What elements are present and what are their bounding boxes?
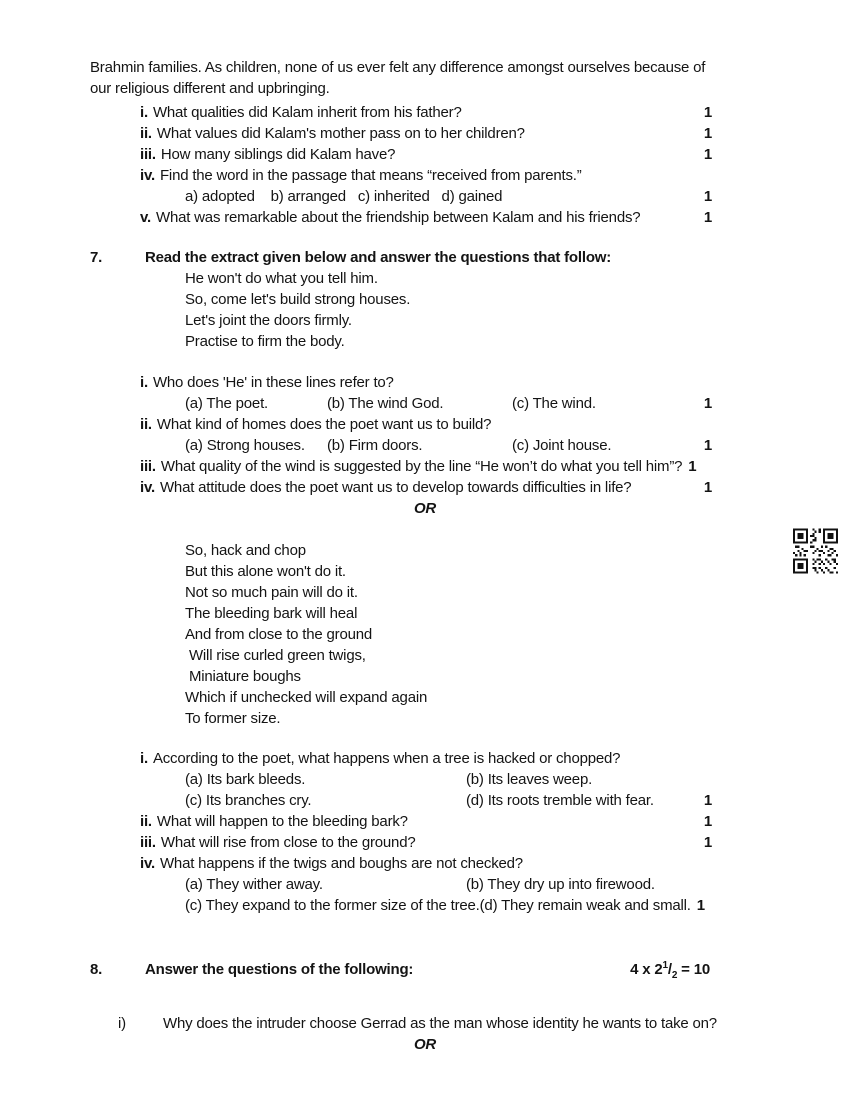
marks-prefix: 4 x 2 <box>630 961 663 978</box>
question-row <box>140 207 712 228</box>
marks-value: 1 <box>703 395 712 412</box>
q7-set2 <box>90 748 760 916</box>
question-row <box>140 372 712 393</box>
question-text: Why does the intruder choose Gerrad as the man whose identity he wants to take on? <box>163 1015 717 1032</box>
option-a: (a) The poet. <box>185 395 269 412</box>
question-row <box>140 102 712 123</box>
poem-line: So, come let's build strong houses. <box>185 291 411 308</box>
question-text: What values did Kalam's mother pass on to her children? <box>156 125 525 142</box>
question-row <box>140 123 712 144</box>
marks-value: 1 <box>703 104 712 121</box>
marks-value: 1 <box>703 834 712 851</box>
question-row <box>140 853 712 874</box>
poem-line: Let's joint the doors firmly. <box>185 312 352 329</box>
question-number: ii. <box>140 416 152 433</box>
option-c: (c) Its branches cry. <box>185 792 312 809</box>
marks-value: 1 <box>696 897 705 914</box>
poem-line: Will rise curled green twigs, <box>185 647 366 664</box>
question-row <box>140 811 712 832</box>
question-number: i. <box>140 750 148 767</box>
question-number: i. <box>140 374 148 391</box>
question-text: Who does 'He' in these lines refer to? <box>152 374 394 391</box>
option-d: (d) Its roots tremble with fear. <box>466 792 654 809</box>
question-number: i) <box>118 1015 126 1032</box>
option-c: (c) The wind. <box>512 395 596 412</box>
question-number: ii. <box>140 813 152 830</box>
or-divider: OR <box>413 1036 437 1053</box>
question-text: Find the word in the passage that means “received from parents.” <box>159 167 582 184</box>
options-line-row <box>185 186 712 207</box>
question-number: iii. <box>140 458 156 475</box>
question-text: What attitude does the poet want us to develop towards difficulties in life? <box>159 479 632 496</box>
or-divider: OR <box>413 500 437 517</box>
question-text: What qualities did Kalam inherit from his father? <box>152 104 462 121</box>
qr-code-image <box>793 528 838 574</box>
question-text: What will rise from close to the ground? <box>160 834 416 851</box>
q8-heading-row <box>90 955 760 986</box>
marks-value: 1 <box>703 125 712 142</box>
question-number: iv. <box>140 167 155 184</box>
intro-line: our religious different and upbringing. <box>90 80 330 97</box>
poem-line: So, hack and chop <box>185 542 306 559</box>
marks-superscript: 1 <box>662 960 668 971</box>
question-number: v. <box>140 209 151 226</box>
mcq-options-row <box>185 874 712 895</box>
marks-suffix: = 10 <box>677 961 710 978</box>
question-number: iii. <box>140 146 156 163</box>
option-b: (b) The wind God. <box>327 395 444 412</box>
question-text: What kind of homes does the poet want us to build? <box>156 416 492 433</box>
question-text: What will happen to the bleeding bark? <box>156 813 408 830</box>
option-cd-combined: (c) They expand to the former size of the tree.(d) They remain weak and small. <box>185 897 691 914</box>
options-line: a) adopted b) arranged c) inherited d) gained <box>185 188 503 205</box>
marks-value: 1 <box>703 188 712 205</box>
marks-expression <box>630 955 710 986</box>
q7-heading-row <box>90 247 760 268</box>
extract-poem-1 <box>185 268 760 352</box>
question-number: i. <box>140 104 148 121</box>
question-text: According to the poet, what happens when a tree is hacked or chopped? <box>152 750 621 767</box>
question-row <box>140 748 712 769</box>
q6-list <box>90 102 760 228</box>
extract-poem-2 <box>185 540 760 729</box>
question-row <box>140 832 712 853</box>
mcq-options-row <box>185 895 712 916</box>
mcq-options-row <box>185 769 712 790</box>
marks-value: 1 <box>703 146 712 163</box>
question-text: What happens if the twigs and boughs are not checked? <box>159 855 523 872</box>
question-text: What quality of the wind is suggested by the line “He won’t do what you tell him”? <box>160 458 683 475</box>
intro-paragraph <box>90 57 760 99</box>
mcq-options-row <box>185 393 712 414</box>
question-row <box>140 144 712 165</box>
option-a: (a) They wither away. <box>185 876 323 893</box>
option-b: (b) Its leaves weep. <box>466 771 593 788</box>
question-row <box>140 414 712 435</box>
marks-slash: / <box>667 961 672 978</box>
intro-line: Brahmin families. As children, none of us ever felt any difference amongst ourselves because of <box>90 59 706 76</box>
poem-line: To former size. <box>185 710 281 727</box>
poem-line: But this alone won't do it. <box>185 563 346 580</box>
marks-value: 1 <box>703 479 712 496</box>
poem-line: He won't do what you tell him. <box>185 270 378 287</box>
poem-line: Miniature boughs <box>185 668 301 685</box>
sub-question-row <box>118 1013 760 1034</box>
option-b: (b) Firm doors. <box>327 437 423 454</box>
option-a: (a) Strong houses. <box>185 437 305 454</box>
section-heading: Read the extract given below and answer the questions that follow: <box>145 249 612 266</box>
marks-value: 1 <box>703 437 712 454</box>
option-a: (a) Its bark bleeds. <box>185 771 306 788</box>
question-number: iii. <box>140 834 156 851</box>
question-number: ii. <box>140 125 152 142</box>
question-number: 8. <box>90 961 103 978</box>
question-text: What was remarkable about the friendship between Kalam and his friends? <box>156 209 641 226</box>
poem-line: And from close to the ground <box>185 626 373 643</box>
question-row <box>140 456 712 477</box>
question-number: iv. <box>140 855 155 872</box>
marks-value: 1 <box>703 209 712 226</box>
qr-code-icon <box>793 528 838 574</box>
section-heading: Answer the questions of the following: <box>145 961 414 978</box>
question-row <box>140 165 712 186</box>
question-row <box>140 477 712 498</box>
poem-line: Not so much pain will do it. <box>185 584 358 601</box>
q7-set1 <box>90 372 760 498</box>
mcq-options-row <box>185 790 712 811</box>
marks-subscript: 2 <box>671 970 678 981</box>
mcq-options-row <box>185 435 712 456</box>
marks-value: 1 <box>703 813 712 830</box>
poem-line: Which if unchecked will expand again <box>185 689 428 706</box>
question-number: 7. <box>90 249 103 266</box>
poem-line: The bleeding bark will heal <box>185 605 358 622</box>
option-c: (c) Joint house. <box>512 437 612 454</box>
poem-line: Practise to firm the body. <box>185 333 345 350</box>
marks-value: 1 <box>703 792 712 809</box>
question-text: How many siblings did Kalam have? <box>160 146 396 163</box>
marks-value: 1 <box>688 458 697 475</box>
option-b: (b) They dry up into firewood. <box>466 876 655 893</box>
question-number: iv. <box>140 479 155 496</box>
